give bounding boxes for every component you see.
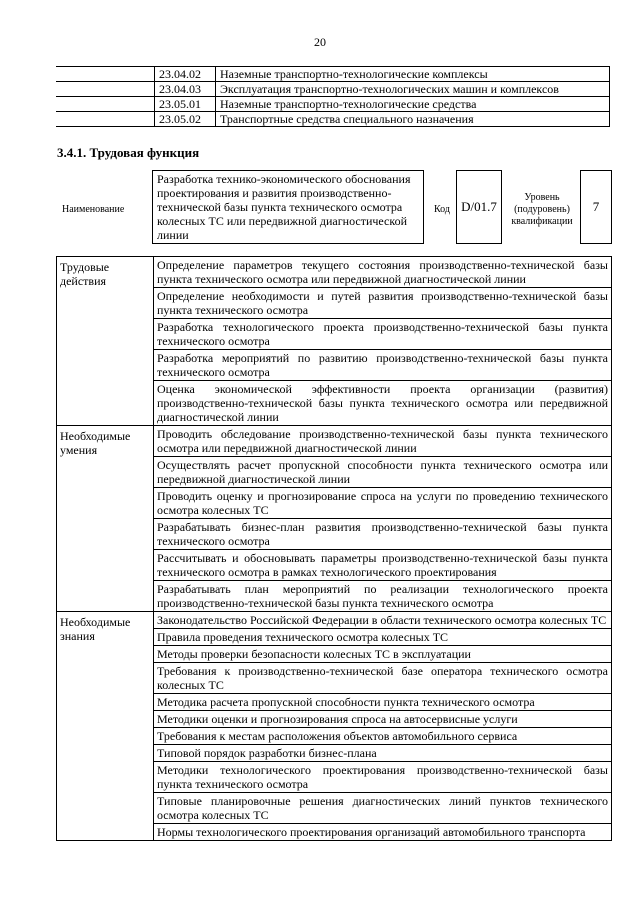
group-item: Требования к местам расположения объектов автомобильного сервиса bbox=[154, 728, 612, 745]
table-row bbox=[57, 257, 612, 288]
qualification-level-value: 7 bbox=[580, 170, 612, 244]
group-label: Необходимые умения bbox=[57, 426, 154, 612]
group-label: Трудовые действия bbox=[57, 257, 154, 426]
group-item: Правила проведения технического осмотра колесных ТС bbox=[154, 629, 612, 646]
specialty-codes-table bbox=[56, 66, 610, 127]
specialty-name: Транспортные средства специального назначения bbox=[216, 112, 610, 127]
group-item: Проводить обследование производственно-технической базы пункта технического осмотра или передвижной диагностической линии bbox=[154, 426, 612, 457]
table-row bbox=[57, 426, 612, 457]
group-item: Проводить оценку и прогнозирование спроса на услуги по проведению технического осмотра колесных ТС bbox=[154, 488, 612, 519]
group-item: Разработка технологического проекта производственно-технической базы пункта технического осмотра bbox=[154, 319, 612, 350]
table-row bbox=[57, 612, 612, 629]
function-header bbox=[56, 170, 612, 248]
empty-cell bbox=[56, 82, 155, 97]
name-value: Разработка технико-экономического обоснования проектирования и развития производственно-технической базы пункта технического осмотра колесных ТС или передвижной диагностической линии bbox=[152, 170, 424, 244]
specialty-name: Наземные транспортно-технологические средства bbox=[216, 97, 610, 112]
section-title: 3.4.1. Трудовая функция bbox=[57, 145, 200, 160]
code-label: Код bbox=[434, 204, 450, 215]
group-item: Методики оценки и прогнозирования спроса на автосервисные услуги bbox=[154, 711, 612, 728]
specialty-code-row bbox=[56, 112, 610, 127]
group-item: Типовой порядок разработки бизнес-плана bbox=[154, 745, 612, 762]
specialty-code-row bbox=[56, 67, 610, 82]
specialty-code-row bbox=[56, 97, 610, 112]
group-item: Методики технологического проектирования производственно-технической базы пункта технического осмотра bbox=[154, 762, 612, 793]
group-item: Нормы технологического проектирования организаций автомобильного транспорта bbox=[154, 824, 612, 841]
labor-function-table bbox=[56, 256, 612, 841]
group-item: Осуществлять расчет пропускной способности пункта технического осмотра или передвижной диагностической линии bbox=[154, 457, 612, 488]
empty-cell bbox=[56, 67, 155, 82]
specialty-code-row bbox=[56, 82, 610, 97]
group-label: Необходимые знания bbox=[57, 612, 154, 841]
group-item: Типовые планировочные решения диагностических линий пунктов технического осмотра колесных ТС bbox=[154, 793, 612, 824]
group-item: Методика расчета пропускной способности пункта технического осмотра bbox=[154, 694, 612, 711]
group-item: Определение необходимости и путей развития производственно-технической базы пункта технического осмотра bbox=[154, 288, 612, 319]
group-item: Разработка мероприятий по развитию производственно-технической базы пункта технического осмотра bbox=[154, 350, 612, 381]
specialty-name: Эксплуатация транспортно-технологических машин и комплексов bbox=[216, 82, 610, 97]
specialty-name: Наземные транспортно-технологические комплексы bbox=[216, 67, 610, 82]
specialty-code: 23.05.02 bbox=[155, 112, 216, 127]
specialty-code: 23.04.03 bbox=[155, 82, 216, 97]
group-item: Требования к производственно-технической базе оператора технического осмотра колесных ТС bbox=[154, 663, 612, 694]
group-item: Разрабатывать бизнес-план развития производственно-технической базы пункта технического осмотра bbox=[154, 519, 612, 550]
specialty-code: 23.04.02 bbox=[155, 67, 216, 82]
page-number: 20 bbox=[314, 35, 326, 49]
group-item: Оценка экономической эффективности проекта организации (развития) производственно-технической базы пункта технического осмотра или передвижной диагностической линии bbox=[154, 381, 612, 426]
name-label: Наименование bbox=[62, 204, 125, 215]
empty-cell bbox=[56, 112, 155, 127]
group-item: Разрабатывать план мероприятий по реализации технологического проекта производственно-технической базы пункта технического осмотра bbox=[154, 581, 612, 612]
specialty-code: 23.05.01 bbox=[155, 97, 216, 112]
group-item: Определение параметров текущего состояния производственно-технической базы пункта технического осмотра или передвижной диагностической линии bbox=[154, 257, 612, 288]
group-item: Законодательство Российской Федерации в области технического осмотра колесных ТС bbox=[154, 612, 612, 629]
qualification-level-label: Уровень (подуровень) квалификации bbox=[511, 192, 573, 227]
empty-cell bbox=[56, 97, 155, 112]
code-value: D/01.7 bbox=[456, 170, 502, 244]
group-item: Методы проверки безопасности колесных ТС в эксплуатации bbox=[154, 646, 612, 663]
group-item: Рассчитывать и обосновывать параметры производственно-технической базы пункта технического осмотра в рамках технологического проектирования bbox=[154, 550, 612, 581]
